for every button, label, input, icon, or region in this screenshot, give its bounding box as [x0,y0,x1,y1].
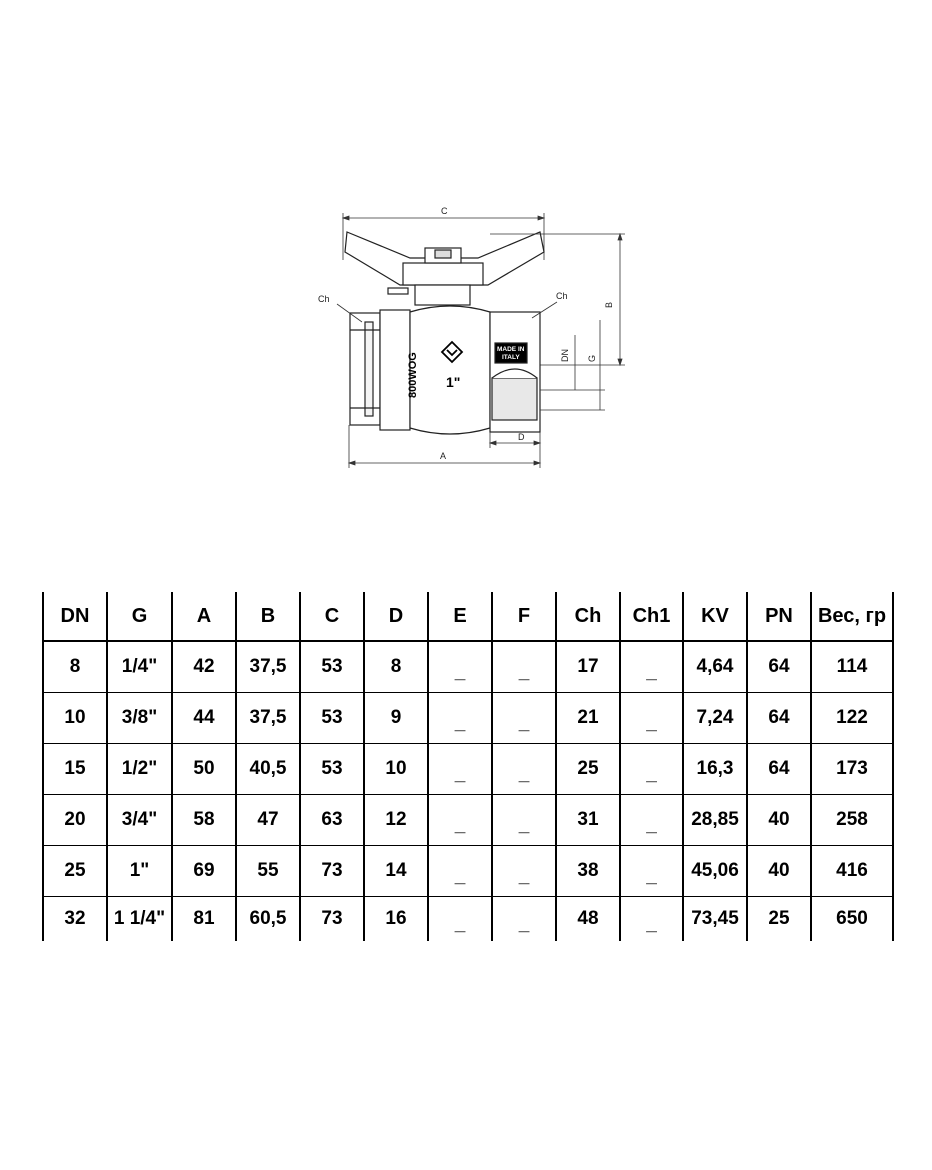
table-row [43,744,893,795]
table-cell [364,897,428,942]
empty-dash: _ [454,662,466,683]
cell-value: 3/4" [121,809,158,830]
body-mark-size: 1" [446,374,461,390]
table-cell [107,897,172,942]
table-cell [428,693,492,744]
table-cell [492,641,556,693]
cell-value: 14 [385,860,407,881]
cell-value: 73 [321,860,343,881]
table-cell [43,744,107,795]
empty-dash: _ [518,713,530,734]
table-cell [620,744,683,795]
table-cell [492,744,556,795]
table-cell [107,744,172,795]
table-cell [492,897,556,942]
table-cell [620,795,683,846]
cell-value: 48 [577,908,599,929]
table-cell [428,897,492,942]
label-c: C [441,206,448,216]
table-cell [620,693,683,744]
table-cell [683,744,747,795]
table-cell [236,795,300,846]
cell-value: 64 [768,707,790,728]
cell-value: 69 [193,860,215,881]
dimension-d [490,432,540,448]
table-cell [683,693,747,744]
table-cell [428,744,492,795]
table-cell [492,846,556,897]
table-cell [300,897,364,942]
table-cell [556,641,620,693]
table-cell [364,641,428,693]
table-cell [43,846,107,897]
empty-dash: _ [518,815,530,836]
table-cell [556,795,620,846]
table-cell [107,641,172,693]
table-cell [811,846,893,897]
table-cell [811,897,893,942]
column-header: KV [683,592,747,641]
table-cell [172,693,236,744]
cell-value: 50 [193,758,215,779]
label-dn: DN [560,349,570,362]
table-cell [236,744,300,795]
table-cell [236,641,300,693]
cell-value: 32 [64,908,86,929]
table-cell [811,693,893,744]
table-row [43,897,893,942]
table-cell [556,744,620,795]
table-cell [620,846,683,897]
table-header-row [43,592,893,641]
cell-value: 37,5 [249,707,287,728]
label-a: A [440,451,447,461]
table-cell [364,846,428,897]
table-cell [683,897,747,942]
empty-dash: _ [454,815,466,836]
column-header: DN [43,592,107,641]
table-cell [556,897,620,942]
cell-value: 25 [64,860,86,881]
cell-value: 10 [64,707,86,728]
body-mark-origin-2: ITALY [502,354,520,361]
cell-value: 16,3 [696,758,734,779]
table-cell [556,693,620,744]
table-cell [428,846,492,897]
table-cell [236,693,300,744]
butterfly-handle [345,232,544,305]
table-cell [428,641,492,693]
table-cell [811,795,893,846]
table-cell [556,846,620,897]
cell-value: 73 [321,908,343,929]
table-cell [107,693,172,744]
empty-dash: _ [646,914,657,935]
empty-dash: _ [454,914,466,935]
table-cell [300,795,364,846]
table-cell [107,846,172,897]
cell-value: 58 [193,809,215,830]
cell-value: 53 [321,707,343,728]
cell-value: 258 [836,809,868,830]
column-header: D [364,592,428,641]
label-g: G [587,354,597,362]
cell-value: 12 [385,809,407,830]
cell-value: 114 [836,656,868,677]
cell-value: 650 [836,908,868,929]
table-cell [364,795,428,846]
table-cell [172,846,236,897]
cell-value: 64 [768,758,790,779]
empty-dash: _ [518,662,530,683]
table-cell [683,795,747,846]
cell-value: 10 [385,758,407,779]
label-ch-right: Ch [556,291,568,301]
cell-value: 1/4" [121,656,158,677]
label-b: B [604,301,614,308]
table-cell [620,897,683,942]
empty-dash: _ [646,815,657,836]
column-header: E [428,592,492,641]
cell-value: 21 [577,707,599,728]
ball-valve-drawing [300,195,640,475]
cell-value: 1/2" [121,758,158,779]
cell-value: 81 [193,908,215,929]
table-cell [172,897,236,942]
table-cell [747,641,811,693]
table-cell [172,744,236,795]
cell-value: 64 [768,656,790,677]
table-cell [492,795,556,846]
column-header: B [236,592,300,641]
column-header: PN [747,592,811,641]
empty-dash: _ [646,713,657,734]
table-cell [747,795,811,846]
cell-value: 1" [129,860,150,881]
cell-value: 3/8" [121,707,158,728]
table-cell [300,846,364,897]
table-cell [300,693,364,744]
table-cell [683,846,747,897]
empty-dash: _ [454,713,466,734]
empty-dash: _ [518,866,530,887]
table-cell [172,795,236,846]
cell-value: 7,24 [696,707,734,728]
empty-dash: _ [646,866,657,887]
empty-dash: _ [646,662,657,683]
table-cell [236,846,300,897]
cell-value: 17 [577,656,599,677]
cell-value: 25 [577,758,599,779]
cell-value: 40 [768,809,790,830]
table-cell [747,693,811,744]
table-cell [747,846,811,897]
table-cell [43,641,107,693]
column-header: A [172,592,236,641]
table-cell [364,744,428,795]
table-row [43,641,893,693]
table-row [43,693,893,744]
table-cell [364,693,428,744]
cell-value: 63 [321,809,343,830]
cell-value: 122 [836,707,868,728]
cell-value: 25 [768,908,790,929]
cell-value: 45,06 [691,860,739,881]
body-mark-origin-1: MADE IN [497,346,525,353]
cell-value: 47 [257,809,279,830]
table-cell [428,795,492,846]
table-cell [747,897,811,942]
table-cell [172,641,236,693]
cell-value: 416 [836,860,868,881]
table-cell [683,641,747,693]
empty-dash: _ [646,764,657,785]
cell-value: 53 [321,758,343,779]
label-ch-left: Ch [318,294,330,304]
table-cell [811,641,893,693]
cell-value: 40,5 [249,758,287,779]
table-cell [747,744,811,795]
cell-value: 4,64 [696,656,734,677]
label-d: D [518,432,525,442]
cell-value: 55 [257,860,279,881]
column-header: Вес, гр [811,592,893,641]
cell-value: 73,45 [691,908,739,929]
cell-value: 16 [385,908,407,929]
empty-dash: _ [454,866,466,887]
cell-value: 9 [390,707,402,728]
table-cell [492,693,556,744]
cell-value: 44 [193,707,215,728]
cell-value: 8 [69,656,81,677]
table-cell [620,641,683,693]
table-cell [43,795,107,846]
specification-table [42,592,894,941]
cell-value: 28,85 [691,809,739,830]
cell-value: 1 1/4" [113,908,166,929]
cell-value: 37,5 [249,656,287,677]
table-cell [300,641,364,693]
table-row [43,846,893,897]
cell-value: 53 [321,656,343,677]
cell-value: 31 [577,809,599,830]
cell-value: 8 [390,656,402,677]
cell-value: 38 [577,860,599,881]
cell-value: 40 [768,860,790,881]
table-cell [236,897,300,942]
table-cell [300,744,364,795]
table-row [43,795,893,846]
table-cell [43,693,107,744]
column-header: Ch1 [620,592,683,641]
table-cell [811,744,893,795]
valve-body [350,306,540,434]
column-header: G [107,592,172,641]
column-header: Ch [556,592,620,641]
empty-dash: _ [518,764,530,785]
cell-value: 15 [64,758,86,779]
body-mark-pressure: 800WOG [407,352,419,398]
empty-dash: _ [454,764,466,785]
empty-dash: _ [518,914,530,935]
cell-value: 60,5 [249,908,287,929]
cell-value: 20 [64,809,86,830]
cell-value: 42 [193,656,215,677]
column-header: C [300,592,364,641]
cell-value: 173 [836,758,868,779]
column-header: F [492,592,556,641]
table-cell [43,897,107,942]
table-cell [107,795,172,846]
